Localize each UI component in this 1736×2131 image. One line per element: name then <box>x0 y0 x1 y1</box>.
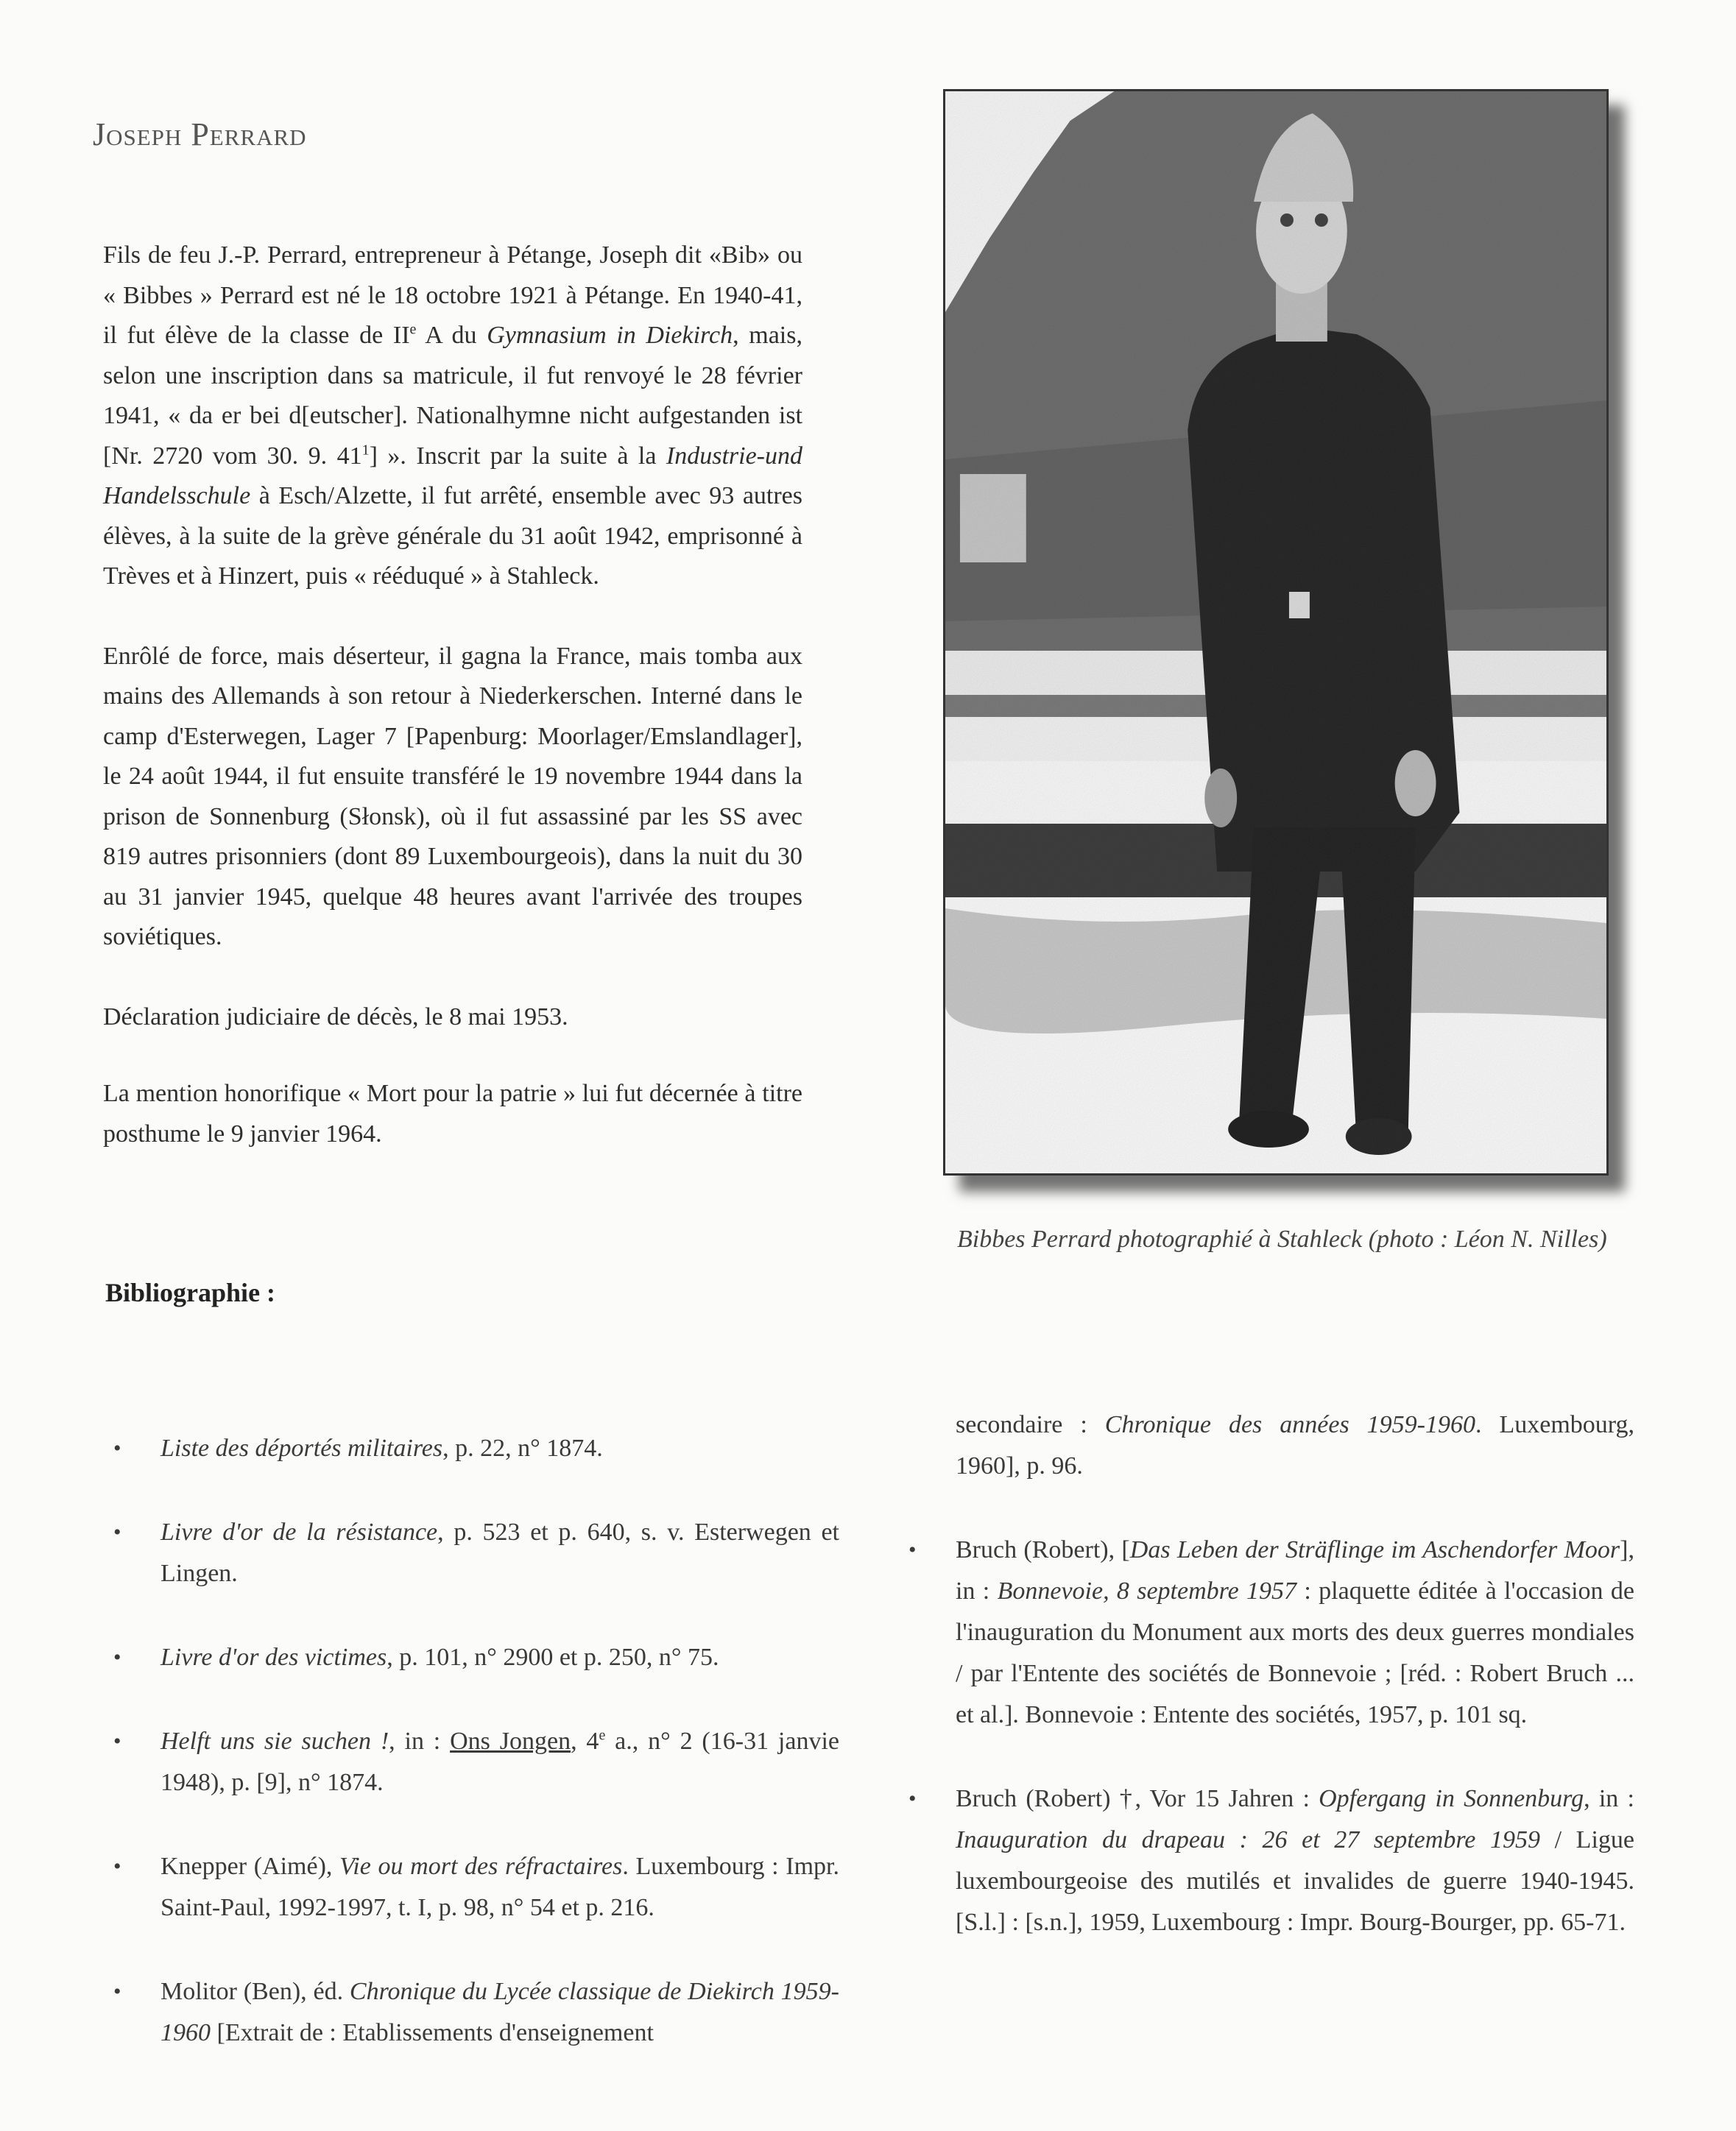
bibliography-item: • Knepper (Aimé), Vie ou mort des réfractaires. Luxembourg : Impr. Saint-Paul, 1992-1997, t. I, p. 98, n° 54 et p. 216. <box>103 1846 839 1929</box>
bullet-icon: • <box>113 1854 121 1879</box>
bullet-icon: • <box>908 1787 917 1811</box>
bibliography-column-left <box>103 1428 839 2096</box>
page-title: Joseph Perrard <box>93 116 307 153</box>
bibliography-item-continuation: secondaire : Chronique des années 1959-1960. Luxembourg, 1960], p. 96. <box>956 1411 1635 1480</box>
photo-caption: Bibbes Perrard photographié à Stahleck (photo : Léon N. Nilles) <box>957 1226 1607 1253</box>
bibliography-item: • Molitor (Ben), éd. Chronique du Lycée classique de Diekirch 1959-1960 [Extrait de : Etablissements d'enseignement <box>103 1971 839 2054</box>
footnote-ref: 1 <box>361 442 370 459</box>
bullet-icon: • <box>908 1538 917 1562</box>
bibliography-item: • Helft uns sie suchen !, in : Ons Jongen, 4e a., n° 2 (16-31 janvie 1948), p. [9], n° 1874. <box>103 1721 839 1803</box>
bibliography-item: • Bruch (Robert), [Das Leben der Sträflinge im Aschendorfer Moor], in : Bonnevoie, 8 septembre 1957 : plaquette éditée à l'occasion de l'inauguration du Monument aux morts des deux guerres mondiales / par l'Entente des sociétés de Bonnevoie ; [réd. : Robert Bruch ... et al.]. Bonnevoie : Entente des sociétés, 1957, p. 101 sq. <box>898 1530 1634 1736</box>
underlined-title: Ons Jongen <box>450 1728 571 1755</box>
biography <box>103 236 802 1194</box>
bio-paragraph-1: Fils de feu J.-P. Perrard, entrepreneur à Pétange, Joseph dit «Bib» ou « Bibbes » Perrard est né le 18 octobre 1921 à Pétange. En 1940-41, il fut élève de la classe de IIe A du Gymnasium in Diekirch, mais, selon une inscription dans sa matricule, il fut renvoyé le 28 février 1941, « da er bei d[eutscher]. Nationalhymne nicht aufgestanden ist [Nr. 2720 vom 30. 9. $41^1$] ». Inscrit par la suite à la Industrie-und Handelsschule à Esch/Alzette, il fut arrêté, ensemble avec 93 autres élèves, à la suite de la grève générale du 31 août 1942, emprisonné à Trèves et à Hinzert, puis « rééduqué » à Stahleck. <box>103 241 802 590</box>
bibliography-item: • Livre d'or de la résistance, p. 523 et p. 640, s. v. Esterwegen et Lingen. <box>103 1512 839 1594</box>
soldier-photo-image <box>945 91 1606 1173</box>
bullet-icon: • <box>113 1729 121 1753</box>
bio-paragraph-3: Déclaration judiciaire de décès, le 8 mai 1953. <box>103 1003 568 1031</box>
bibliography-item: • Livre d'or des victimes, p. 101, n° 2900 et p. 250, n° 75. <box>103 1637 839 1678</box>
bio-paragraph-4: La mention honorifique « Mort pour la patrie » lui fut décernée à titre posthume le 9 janvier 1964. <box>103 1080 802 1148</box>
bibliography-column-right <box>898 1404 1634 1986</box>
bibliography-item: • Bruch (Robert) †, Vor 15 Jahren : Opfergang in Sonnenburg, in : Inauguration du drapeau : 26 et 27 septembre 1959 / Ligue luxembourgeoise des mutilés et invalides de guerre 1940-1945. [S.l.] : [s.n.], 1959, Luxembourg : Impr. Bourg-Bourger, pp. 65-71. <box>898 1778 1634 1943</box>
bibliography-item: • Liste des déportés militaires, p. 22, n° 1874. <box>103 1428 839 1469</box>
portrait-photo <box>943 89 1609 1176</box>
bullet-icon: • <box>113 1436 121 1460</box>
bio-paragraph-2: Enrôlé de force, mais déserteur, il gagna la France, mais tomba aux mains des Allemands à son retour à Niederkerschen. Interné dans le camp d'Esterwegen, Lager 7 [Papenburg: Moorlager/Emslandlager], le 24 août 1944, il fut ensuite transféré le 19 novembre 1944 dans la prison de Sonnenburg (Słonsk), où il fut assassiné par les SS avec 819 autres prisonniers (dont 89 Luxembourgeois), dans la nuit du 30 au 31 janvier 1945, quelque 48 heures avant l'arrivée des troupes soviétiques. <box>103 642 802 950</box>
bibliography-heading: Bibliographie : <box>105 1278 276 1307</box>
bullet-icon: • <box>113 1520 121 1544</box>
bullet-icon: • <box>113 1979 121 2004</box>
bullet-icon: • <box>113 1645 121 1669</box>
